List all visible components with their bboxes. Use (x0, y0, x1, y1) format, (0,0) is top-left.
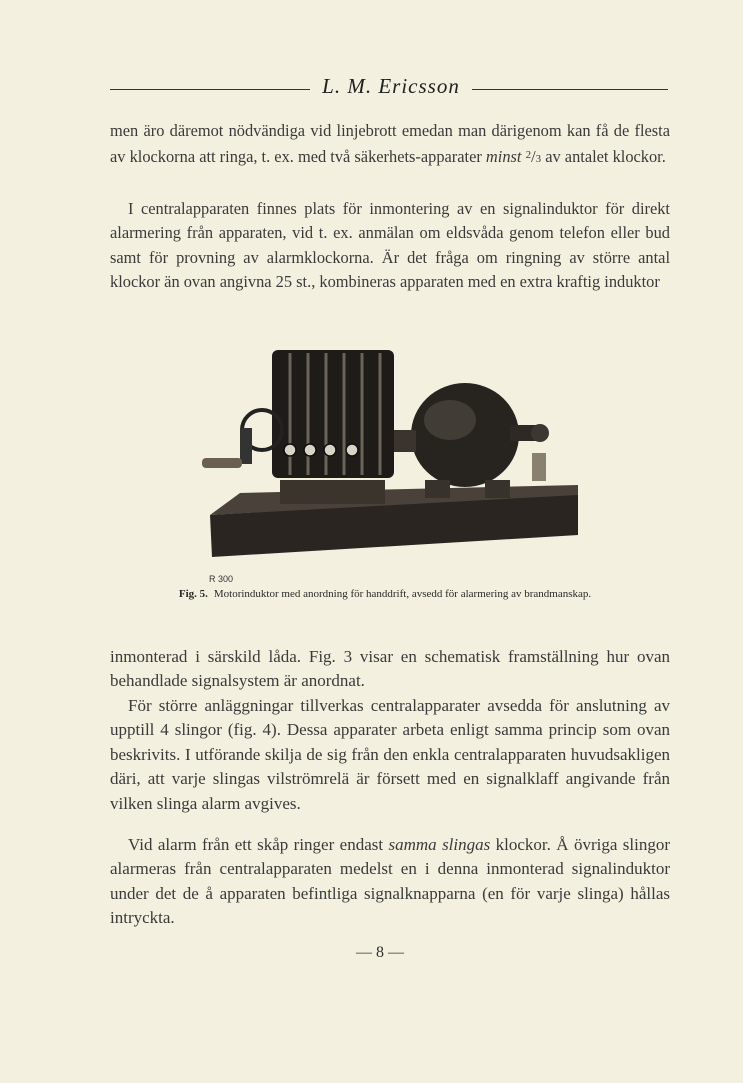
figure-label: Fig. 5. (178, 588, 208, 600)
figure-caption-text: Motorinduktor med anordning för handdrift, avsedd för alarmering av brandmanskap. (213, 588, 592, 600)
fraction-denominator: 3 (535, 153, 542, 166)
paragraph-1-emphasis: minst (485, 147, 522, 167)
paragraph-1 (110, 119, 670, 172)
running-header (110, 74, 670, 104)
paragraph-5-text: Vid alarm från ett skåp ringer endast (128, 835, 389, 854)
page-number: — 8 — (356, 944, 404, 961)
paragraph-1-text: men äro däremot nödvändiga vid linjebrott emedan man därigenom kan få de flesta av klockorna att ringa, t. ex. med två säkerhets-apparater (110, 121, 670, 167)
motor-inductor-illustration (200, 345, 585, 560)
paragraph-4: För större anläggningar tillverkas centralapparater avsedda för anslutning av upptill 4 slingor (fig. 4). Dessa apparater arbeta enligt samma princip som ovan beskrivits. I utförande skilja de sig från den enkla centralapparaten huvudsakligen däri, att varje slingas vilströmrelä är försett med en signalklaff angivande från vilken slinga alarm avgives. (110, 696, 670, 813)
paragraph-3: inmonterad i särskild låda. Fig. 3 visar en schematisk framställning hur ovan behandlade signalsystem är anordnat. (110, 647, 670, 691)
header-title: L. M. Ericsson (322, 74, 460, 98)
fraction-numerator: 2 (525, 149, 532, 162)
fraction-slash: / (531, 147, 536, 167)
paragraph-5-text-end: klockor. Å övriga slingor alarmeras från centralapparaten medelst en i denna inmonterad signalinduktor under det de å apparaten befintliga signalknapparna (en för varje slinga) hållas intryckta. (110, 835, 671, 928)
paragraph-1-text-end: av antalet klockor. (541, 147, 666, 167)
crank-handle-icon (202, 458, 242, 468)
header-rule-left (110, 89, 310, 90)
paragraph-5-emphasis: samma slingas (388, 835, 491, 854)
motor-weight-icon (532, 453, 546, 481)
figure-photo (200, 345, 585, 560)
header-rule-right (472, 89, 668, 90)
paragraph-2: I centralapparaten finnes plats för inmontering av en signalinduktor för direkt alarmering från apparaten, vid t. ex. anmälan om eldsvåda genom telefon eller bud samt för provning av alarmklockorna. Är det fråga om ringning av större antal klockor än ovan angivna 25 st., kombineras apparaten med en extra kraftig induktor (110, 199, 670, 292)
paragraph-5 (110, 833, 670, 931)
figure-reference-code: R 300 (209, 574, 234, 584)
figure-caption (120, 588, 650, 601)
